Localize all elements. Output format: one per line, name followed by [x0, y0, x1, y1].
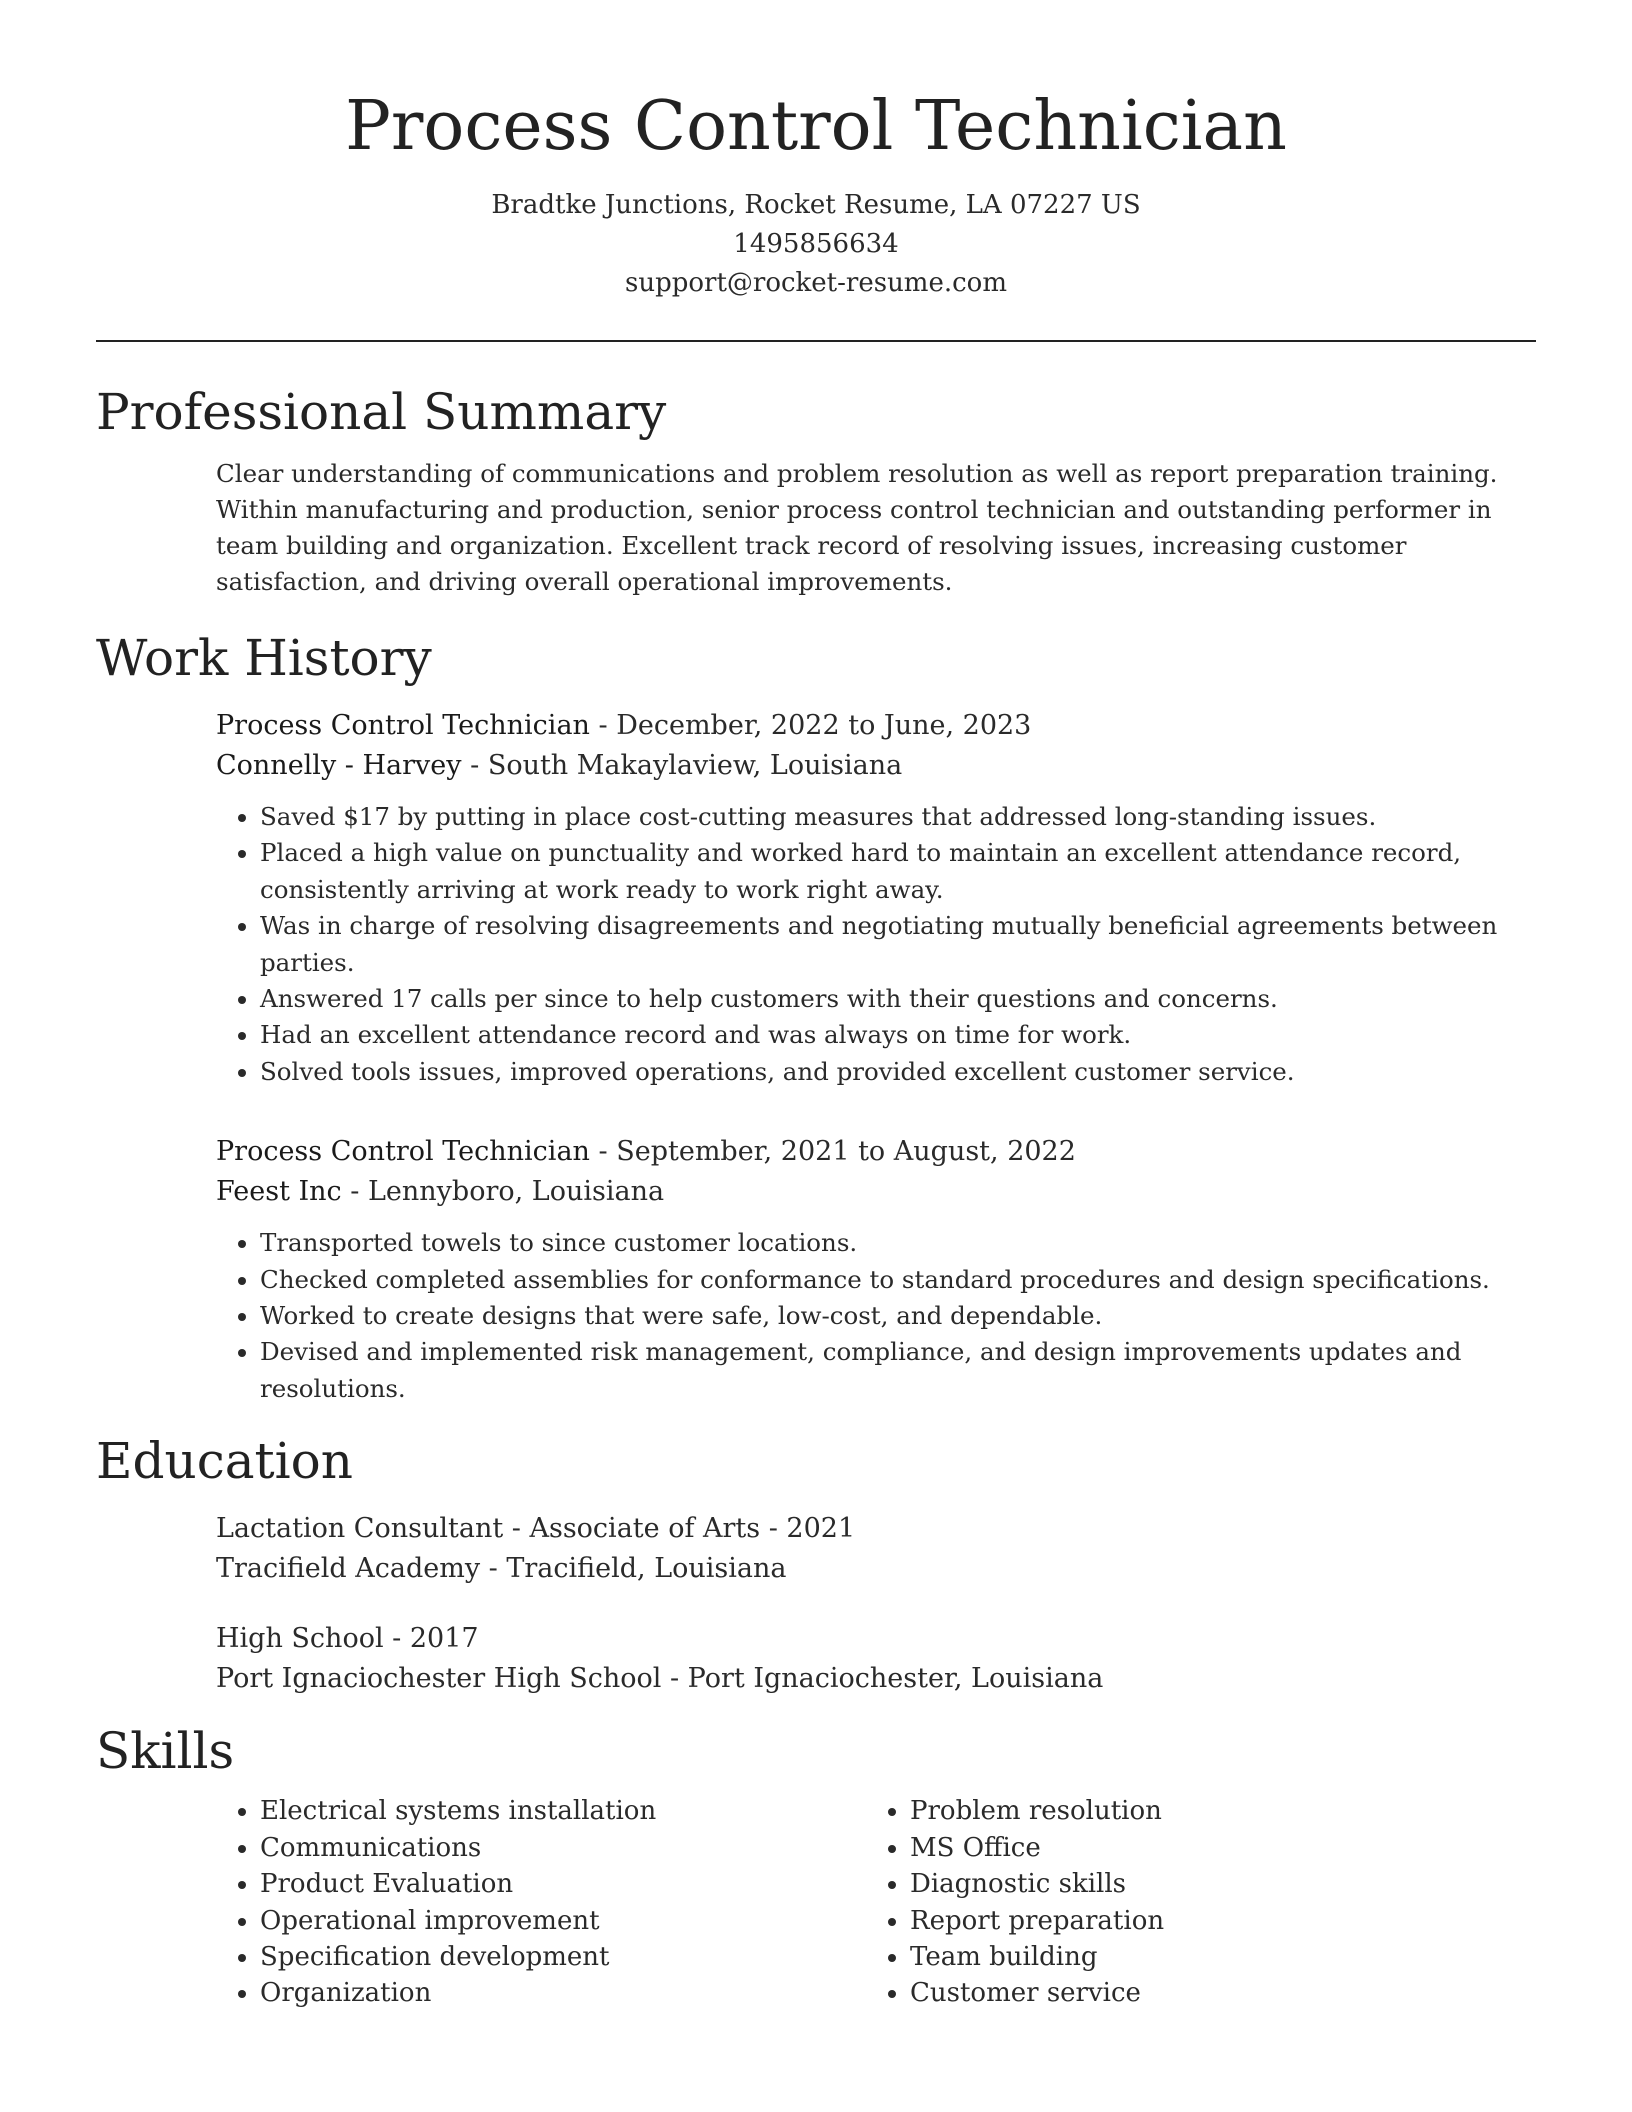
job-entry: [216, 1132, 1536, 1407]
job-location: - South Makaylaview, Louisiana: [461, 750, 903, 781]
job-bullet: • Was in charge of resolving disagreements and negotiating mutually beneficial agreements between parties.: [260, 908, 1536, 981]
contact-phone: 1495856634: [733, 229, 899, 259]
summary-section: [216, 456, 1536, 600]
skill-item: • Customer service: [910, 1975, 1516, 2011]
education-degree-line: [216, 1509, 1536, 1549]
job-bullet: • Solved tools issues, improved operations, and provided excellent customer service.: [260, 1054, 1536, 1090]
skill-item: • Specification development: [260, 1939, 866, 1975]
education-section: [216, 1509, 1536, 1699]
education-school: Tracifield Academy: [216, 1553, 481, 1585]
education-degree: Lactation Consultant - Associate of Arts: [216, 1513, 761, 1545]
education-year: - 2021: [760, 1513, 856, 1545]
job-company-line: [216, 1172, 1536, 1212]
contact-email: support@rocket-resume.com: [624, 268, 1007, 298]
education-school-line: [216, 1659, 1536, 1699]
education-location: - Port Ignaciochester, Louisiana: [661, 1663, 1104, 1695]
skill-item: • Problem resolution: [910, 1793, 1516, 1829]
education-degree-line: [216, 1619, 1536, 1659]
job-company: Feest Inc: [216, 1176, 342, 1208]
education-entry: [216, 1509, 1536, 1589]
job-title-line: [216, 1132, 1536, 1172]
skill-item: • Communications: [260, 1830, 866, 1866]
job-bullet: • Answered 17 calls per since to help customers with their questions and concerns.: [260, 981, 1536, 1017]
education-school-line: [216, 1549, 1536, 1589]
skill-item: • Report preparation: [910, 1903, 1516, 1939]
job-company: Connelly - Harvey: [216, 750, 462, 781]
skills-list: [216, 1793, 866, 2011]
job-dates: - December, 2022 to June, 2023: [589, 710, 1032, 741]
work-history-section: [216, 706, 1536, 1407]
skill-item: • MS Office: [910, 1830, 1516, 1866]
education-location: - Tracifield, Louisiana: [480, 1553, 787, 1585]
job-bullet: • Worked to create designs that were safe, low-cost, and dependable.: [260, 1298, 1536, 1334]
education-heading: Education: [96, 1432, 353, 1491]
skill-item: • Product Evaluation: [260, 1866, 866, 1902]
skill-item: • Operational improvement: [260, 1903, 866, 1939]
job-title-line: [216, 706, 1536, 746]
education-degree: High School: [216, 1623, 384, 1655]
skills-column-left: [216, 1793, 866, 2011]
header-divider: [96, 340, 1536, 342]
summary-text: Clear understanding of communications and problem resolution as well as report preparation training. Within manufacturing and production, senior process control technician and outstanding performer in team building and organization. Excellent track record of resolving issues, increasing customer satisfaction, and driving overall operational improvements.: [216, 459, 1498, 596]
education-school: Port Ignaciochester High School: [216, 1663, 662, 1695]
education-entry: [216, 1619, 1536, 1699]
job-role: Process Control Technician: [216, 710, 590, 741]
work-history-heading: Work History: [96, 629, 432, 687]
skills-section: [216, 1793, 1536, 2011]
skill-item: • Organization: [260, 1975, 866, 2011]
job-location: - Lennyboro, Louisiana: [341, 1176, 665, 1208]
job-bullet: • Devised and implemented risk management, compliance, and design improvements updates and resolutions.: [260, 1334, 1536, 1407]
job-company-line: [216, 746, 1536, 786]
job-entry: [216, 706, 1536, 1090]
summary-heading: Professional Summary: [96, 383, 667, 441]
skill-item: • Electrical systems installation: [260, 1793, 866, 1829]
education-year: - 2017: [383, 1623, 479, 1655]
job-bullet: • Checked completed assemblies for conformance to standard procedures and design specifications.: [260, 1262, 1536, 1298]
resume-name: Process Control Technician: [345, 87, 1287, 166]
skill-item: • Diagnostic skills: [910, 1866, 1516, 1902]
job-bullets: [216, 1225, 1536, 1407]
job-bullet: • Had an excellent attendance record and was always on time for work.: [260, 1017, 1536, 1053]
skill-item: • Team building: [910, 1939, 1516, 1975]
job-bullet: • Saved $17 by putting in place cost-cutting measures that addressed long-standing issues.: [260, 799, 1536, 835]
skills-list: [866, 1793, 1516, 2011]
skills-column-right: [866, 1793, 1516, 2011]
job-bullets: [216, 799, 1536, 1090]
job-dates: - September, 2021 to August, 2022: [589, 1136, 1076, 1168]
skills-heading: Skills: [96, 1722, 235, 1781]
contact-block: [96, 186, 1536, 303]
job-bullet: • Placed a high value on punctuality and worked hard to maintain an excellent attendance record, consistently arriving at work ready to work right away.: [260, 835, 1536, 908]
job-bullet: • Transported towels to since customer locations.: [260, 1225, 1536, 1261]
contact-address: Bradtke Junctions, Rocket Resume, LA 07227 US: [491, 190, 1141, 220]
job-role: Process Control Technician: [216, 1136, 590, 1168]
